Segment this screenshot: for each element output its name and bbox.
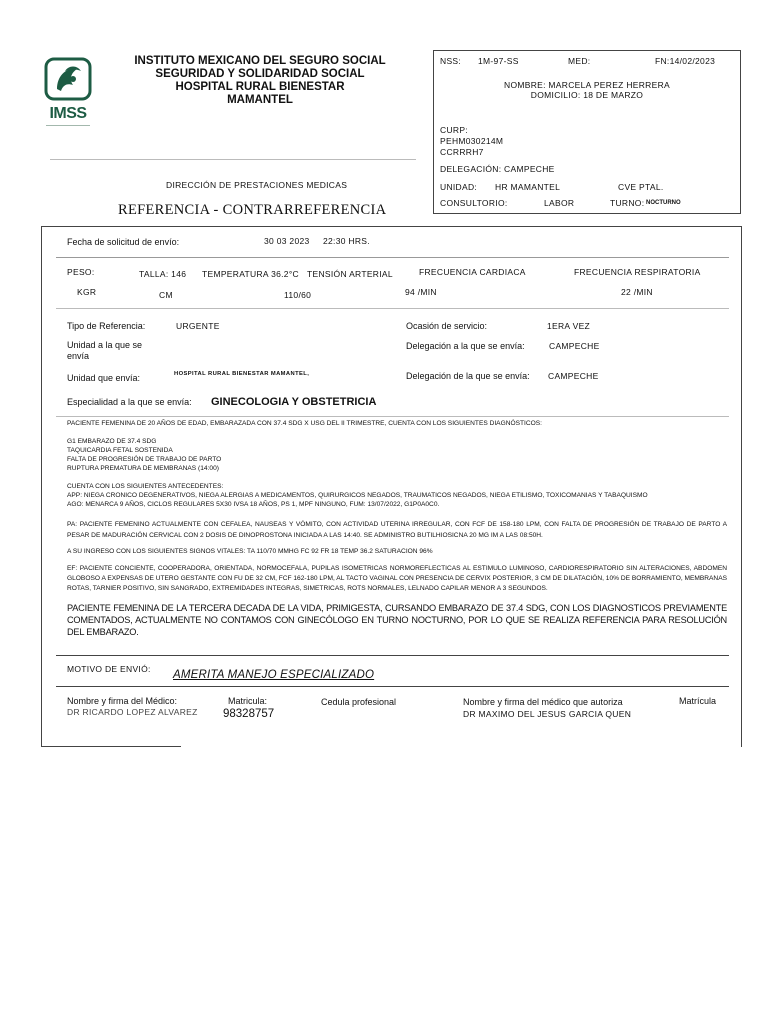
fc-value: 94 /MIN [405,287,437,297]
form-title: REFERENCIA - CONTRARREFERENCIA [118,202,387,218]
clinical-summary: PACIENTE FEMENINA DE LA TERCERA DECADA DE LA VIDA, PRIMIGESTA, CURSANDO EMBARAZO DE 37.4 SDG, CON LOS DIAGNOSTICOS PREVIAMENTE COMENTADOS, ACTUALMENTE NO CONTAMOS CON GINECÓLOGO EN TURNO NOCTURNO, POR LO QUE SE REALIZA REFERENCIA PARA RESOLUCIÓN DEL EMBARAZO. [67,603,727,637]
turno-label: TURNO: [610,198,645,208]
direction-label: DIRECCIÓN DE PRESTACIONES MEDICAS [166,180,348,190]
especialidad-value: GINECOLOGIA Y OBSTETRICIA [211,396,377,408]
divider-5 [56,686,729,687]
motivo-value: AMERITA MANEJO ESPECIALIZADO [173,669,375,681]
tension-value: 110/60 [284,290,312,300]
logo-text: IMSS [49,105,87,122]
antecedents-ago: AGO: MENARCA 9 AÑOS, CICLOS REGULARES 5X30 IVSA 18 AÑOS, PS 1, MPF NINGUNO, FUM: 13/07/2022, G1P0A0C0. [67,501,440,508]
matricula-label: Matricula: [228,696,268,706]
unidad-envia-value: HOSPITAL RURAL BIENESTAR MAMANTEL, [174,371,310,377]
med-label: MED: [568,56,591,66]
delegacion-destino-value: CAMPECHE [549,341,600,351]
delegacion-envia-label: Delegación de la que se envía: [406,371,530,381]
delegacion-envia-value: CAMPECHE [548,371,599,381]
delegacion: DELEGACIÓN: CAMPECHE [440,164,555,174]
divider-4 [56,655,729,656]
talla-unit: CM [159,290,173,300]
imss-logo [43,57,93,127]
autoriza-label: Nombre y firma del médico que autoriza [463,697,623,707]
tipo-referencia-label: Tipo de Referencia: [67,321,146,331]
clinical-notes [67,419,727,638]
delegacion-destino-label: Delegación a la que se envía: [406,341,525,351]
current-illness: PA: PACIENTE FEMENINO ACTUALMENTE CON CEFALEA, NAUSEAS Y VÓMITO, CON ACTIVIDAD UTERINA IRREGULAR, CON FCF DE 158-180 LPM, CON FALTA DE PROGRESIÓN DE TRABAJO DE PARTO A PESAR DE MADURACIÓN CERVICAL CON 2 DOSIS DE DINOPROSTONA INICIADA A LAS 14:40. SE ADMINISTRO BUTILHIOSICNA 20 MG IM A LAS 08:50H. [67,521,727,539]
curp-value: PEHM030214M [440,136,504,146]
fn-date: FN:14/02/2023 [655,56,716,66]
unidad-destino-label: Unidad a la que se envía [67,340,143,361]
peso-unit: KGR [77,287,97,297]
request-time: 22:30 HRS. [323,236,370,246]
institution-line3: HOSPITAL RURAL BIENESTAR [175,81,345,93]
ocasion-value: 1ERA VEZ [547,321,591,331]
request-date: 30 03 2023 [264,236,310,246]
fr-value: 22 /MIN [621,287,653,297]
request-date-label: Fecha de solicitud de envío: [67,237,180,247]
unidad-value: HR MAMANTEL [495,182,561,192]
divider-1 [56,257,729,258]
nss-value: 1M-97-SS [478,56,519,66]
patient-address: DOMICILIO: 18 DE MARZO [530,90,644,100]
admission-vitals: A SU INGRESO CON LOS SIGUIENTES SIGNOS VITALES: TA 110/70 MMHG FC 92 FR 18 TEMP 36.2 SATURACION 96% [67,548,433,555]
patient-info-box [433,50,741,214]
divider-3 [56,416,729,417]
diagnosis-3: FALTA DE PROGRESIÓN DE TRABAJO DE PARTO [67,456,222,463]
autoriza-name: DR MAXIMO DEL JESUS GARCIA QUEN [463,709,632,719]
fc-label: FRECUENCIA CARDIACA [419,267,526,277]
temperature-label: TEMPERATURA 36.2°C [202,269,299,279]
peso-label: PESO: [67,267,95,277]
eagle-emblem-icon [43,57,93,101]
curp-value-2: CCRRRH7 [440,147,484,157]
consultorio-value: LABOR [544,198,575,208]
antecedents-app: APP: NIEGA CRONICO DEGENERATIVOS, NIEGA ALERGIAS A MEDICAMENTOS, QUIRURGICOS NEGADOS, TRAUMATICOS NEGADOS, NIEGA ETILISMO, TOXICOMANIAS Y TABAQUISMO [67,492,648,499]
matricula-2-label: Matrícula [679,696,717,706]
unidad-label: UNIDAD: [440,182,478,192]
medico-label: Nombre y firma del Médico: [67,696,178,706]
tension-label: TENSIÓN ARTERIAL [307,269,393,279]
matricula-value: 98328757 [223,708,275,720]
unidad-envia-label: Unidad que envía: [67,373,141,383]
ocasion-label: Ocasión de servicio: [406,321,488,331]
institution-header [120,55,400,107]
institution-line1: INSTITUTO MEXICANO DEL SEGURO SOCIAL [134,55,386,67]
diagnosis-2: TAQUICARDIA FETAL SOSTENIDA [67,447,173,454]
institution-line4: MAMANTEL [227,94,293,106]
patient-name: NOMBRE: MARCELA PEREZ HERRERA [504,80,670,90]
cedula-label: Cedula profesional [321,697,397,707]
diagnosis-4: RUPTURA PREMATURA DE MEMBRANAS (14:00) [67,465,219,472]
tipo-referencia-value: URGENTE [176,321,220,331]
antecedents-title: CUENTA CON LOS SIGUIENTES ANTECEDENTES: [67,483,224,490]
especialidad-label: Especialidad a la que se envía: [67,397,192,407]
institution-line2: SEGURIDAD Y SOLIDARIDAD SOCIAL [155,68,365,80]
physical-exam: EF: PACIENTE CONCIENTE, COOPERADORA, ORIENTADA, NORMOCEFALA, PUPILAS ISOMETRICAS NORMOREFLECTICAS AL ESTIMULO LUMINOSO, CARDIORESPIRATORIO SIN ALTERACIONES, ABDOMEN GLOBOSO A EXPENSAS DE UTERO GESTANTE CON FU DE 32 CM, FCF 162-180 LPM, AL TACTO VAGINAL CON PRESENCIA DE CERVIX POSTERIOR, 3 CM DE DILATACIÓN, 10% DE BORRAMIENTO, MEMBRANAS ROTAS, TARNIER POSITIVO, SIN SANGRADO, EXTREMIDADES INTEGRAS, SIMETRICAS, ROTS NORMALES, LELNADO CAPILAR MENOR A 3 SEGUNDOS. [67,565,727,592]
nss-label: NSS: [440,56,462,66]
medico-name: DR RICARDO LOPEZ ALVAREZ [67,707,198,717]
curp-label: CURP: [440,125,468,135]
diagnosis-1: G1 EMBARAZO DE 37.4 SDG [67,438,157,445]
fr-label: FRECUENCIA RESPIRATORIA [574,267,701,277]
motivo-label: MOTIVO DE ENVIÓ: [67,664,151,674]
cve-ptal: CVE PTAL. [618,182,664,192]
header-divider [50,159,416,160]
clinical-intro: PACIENTE FEMENINA DE 20 AÑOS DE EDAD, EMBARAZADA CON 37.4 SDG X USG DEL II TRIMESTRE, CUENTA CON LOS SIGUIENTES DIAGNÓSTICOS: [67,420,542,427]
consultorio-label: CONSULTORIO: [440,198,508,208]
divider-2 [56,308,729,309]
talla-label: TALLA: 146 [139,269,187,279]
turno-value: NOCTURNO [646,200,681,206]
form-bottom-edge [41,746,181,747]
